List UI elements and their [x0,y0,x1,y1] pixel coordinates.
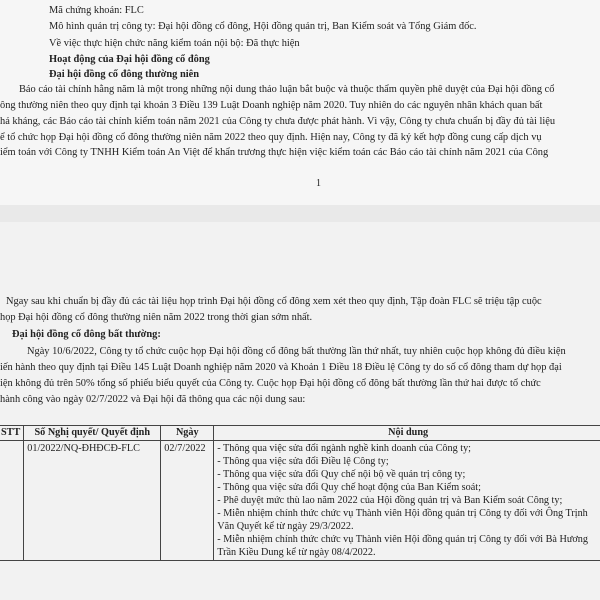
paragraph-line: ể tổ chức họp Đại hội đồng cổ đông thường niên năm 2022 theo quy định. Hiện nay, Công ty đã ký kết hợp đồng cung cấp dịch vụ [0,132,542,143]
paragraph-line: iểm toán với Công ty TNHH Kiểm toán An Việt để khẩn trương thực hiện việc kiểm toán các Báo cáo tài chính năm 2021 của Công [0,147,549,158]
paragraph-line: ông thường niên theo quy định tại khoản 3 Điều 139 Luật Doanh nghiệp năm 2020. Tuy nhiên do các nguyên nhân khách quan bất [0,100,543,111]
paragraph-line: Báo cáo tài chính hằng năm là một trong những nội dung thảo luận bắt buộc và thuộc thẩm quyền phê duyệt của Đại hội đồng cổ [19,84,555,95]
stock-code-line: Mã chứng khoán: FLC [49,5,144,16]
governance-model-line: Mô hình quản trị công ty: Đại hội đồng cổ đông, Hội đồng quản trị, Ban Kiểm soát và Tổng Giám đốc. [49,21,477,32]
content-item: - Miễn nhiệm chính thức chức vụ Thành viên Hội đồng quản trị Công ty đối với Bà Hương Trần Kiều Dung kể từ ngày 08/4/2022. [217,534,588,558]
content-item: - Phê duyệt mức thù lao năm 2022 của Hội đồng quản trị và Ban Kiểm soát Công ty; [217,495,563,506]
document-page-2 [0,222,600,600]
paragraph-line: iện không đủ trên 50% tổng số phiếu biểu quyết của Công ty. Cuộc họp Đại hội đồng cổ đông bất thường lần thứ hai được tổ chức [0,378,541,389]
paragraph-line: họp Đại hội đồng cổ đông thường niên năm 2022 trong thời gian sớm nhất. [0,312,313,323]
subsection-heading-extraordinary-meeting: Đại hội đồng cổ đông bất thường: [12,329,161,340]
header-resolution-number: Số Nghị quyết/ Quyết định [24,426,161,441]
table-row [0,441,600,561]
content-item: - Thông qua việc sửa đổi Điều lệ Công ty; [217,456,389,467]
resolutions-table [0,425,600,561]
paragraph-line: iến hành theo quy định tại Điều 145 Luật Doanh nghiệp năm 2020 và Khoản 1 Điều 18 Điều lệ Công ty do số cổ đông tham dự họp đại [0,362,562,373]
paragraph-line: Ngay sau khi chuẩn bị đầy đủ các tài liệu họp trình Đại hội đồng cổ đông xem xét theo quy định, Tập đoàn FLC sẽ triệu tập cuộc [6,296,542,307]
paragraph-line: Ngày 10/6/2022, Công ty tổ chức cuộc họp Đại hội đồng cổ đông bất thường lần thứ nhất, tuy nhiên cuộc họp không đủ điều kiện [27,346,566,357]
header-stt: STT [0,426,24,441]
content-item: - Miễn nhiệm chính thức chức vụ Thành viên Hội đồng quản trị Công ty đối với Ông Trịnh Văn Quyết kể từ ngày 29/3/2022. [217,508,588,532]
cell-content [214,441,600,561]
table-header-row [0,426,600,441]
content-item: - Thông qua việc sửa đổi Quy chế hoạt động của Ban Kiểm soát; [217,482,481,493]
subsection-heading-annual-meeting: Đại hội đồng cổ đông thường niên [49,69,199,80]
content-item: - Thông qua việc sửa đổi Quy chế nội bộ về quản trị công ty; [217,469,466,480]
header-date: Ngày [161,426,214,441]
cell-stt [0,441,24,561]
cell-date: 02/7/2022 [161,441,214,561]
content-item: - Thông qua việc sửa đổi ngành nghề kinh doanh của Công ty; [217,443,472,454]
section-heading-shareholders: Hoạt động của Đại hội đồng cổ đông [49,54,210,65]
paragraph-line: hành công vào ngày 02/7/2022 và Đại hội đã thông qua các nội dung sau: [0,394,306,405]
page-number: 1 [316,178,321,189]
paragraph-line: hả kháng, các Báo cáo tài chính kiểm toán năm 2021 của Công ty chưa được phát hành. Vì vậy, Công ty chưa chuẩn bị đầy đủ tài liệu [0,116,556,127]
internal-audit-line: Về việc thực hiện chức năng kiểm toán nội bộ: Đã thực hiện [49,38,300,49]
document-page-1 [0,0,600,205]
header-content: Nội dung [214,426,600,441]
cell-resolution-number: 01/2022/NQ-ĐHĐCĐ-FLC [24,441,161,561]
